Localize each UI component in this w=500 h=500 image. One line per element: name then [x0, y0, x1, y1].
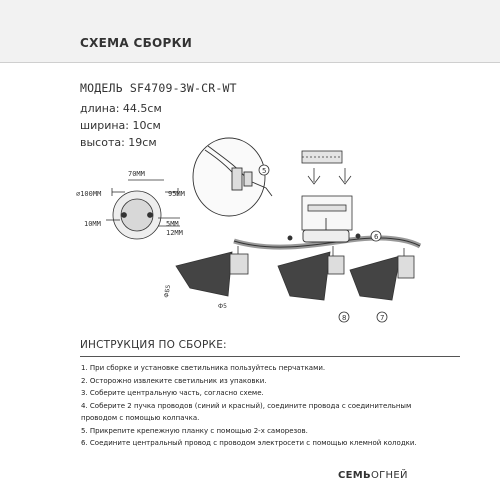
instruction-step: [74, 387, 434, 400]
instruction-step: [74, 375, 434, 388]
dim-95-label: 95ММ: [168, 190, 185, 198]
brand-regular: ОГНЕЙ: [370, 470, 408, 481]
brand-bold: СЕМЬ: [338, 470, 371, 481]
model-name: МОДЕЛЬ SF4709-3W-CR-WT: [80, 81, 237, 95]
instruction-step: [74, 362, 434, 375]
dim-12-label: 12ММ: [166, 229, 183, 237]
spec-height: высота: 19см: [80, 136, 157, 149]
ceiling-mount-drawing: [302, 151, 352, 230]
spec-width: ширина: 10см: [80, 119, 161, 132]
instruction-step-text: 1. При сборке и установке светильника пользуйтесь перчатками.: [81, 364, 326, 372]
dim-10-label: 10ММ: [84, 220, 101, 228]
lamp-shade-right: [350, 248, 414, 300]
dim-100-label: ⌀100ММ: [76, 190, 102, 198]
dim-70-label: 70ММ: [128, 170, 145, 178]
instruction-step-text: 6. Соедините центральный провод с проводом электросети с помощью клемной колодки.: [81, 439, 417, 447]
shade-height-label: ФБ5: [163, 284, 173, 299]
callout-5-label: 5: [262, 167, 267, 175]
page-title: СХЕМА СБОРКИ: [80, 36, 193, 50]
callout-7-label: 7: [380, 314, 385, 322]
lamp-shade-middle: [278, 246, 344, 300]
shade-width-label: Ф5: [218, 303, 227, 310]
instruction-steps: [74, 362, 434, 450]
instruction-step-text: 4. Соберите 2 пучка проводов (синий и красный), соедините провода с соединительным проводом с помощью колпачка.: [81, 401, 412, 422]
callout-6-label: 6: [374, 233, 379, 241]
instruction-step: [74, 437, 434, 450]
instruction-step: [74, 400, 434, 425]
instruction-step-text: 5. Прикрепите крепежную планку с помощью 2-х саморезов.: [81, 426, 308, 435]
instruction-step-text: 2. Осторожно извлеките светильник из упаковки.: [81, 376, 267, 385]
instructions-divider: [80, 356, 460, 357]
wire-connector-detail: [193, 138, 272, 216]
brand-logo: [338, 470, 408, 481]
callout-8-label: 8: [342, 314, 347, 322]
spec-length: длина: 44.5см: [80, 102, 162, 115]
dim-5-label: 5ММ: [166, 220, 179, 228]
instruction-step-text: 3. Соберите центральную часть, согласно схеме.: [81, 389, 264, 397]
instructions-heading: ИНСТРУКЦИЯ ПО СБОРКЕ:: [80, 339, 227, 351]
lamp-shade-left: [176, 246, 248, 296]
instruction-step: [74, 425, 434, 438]
